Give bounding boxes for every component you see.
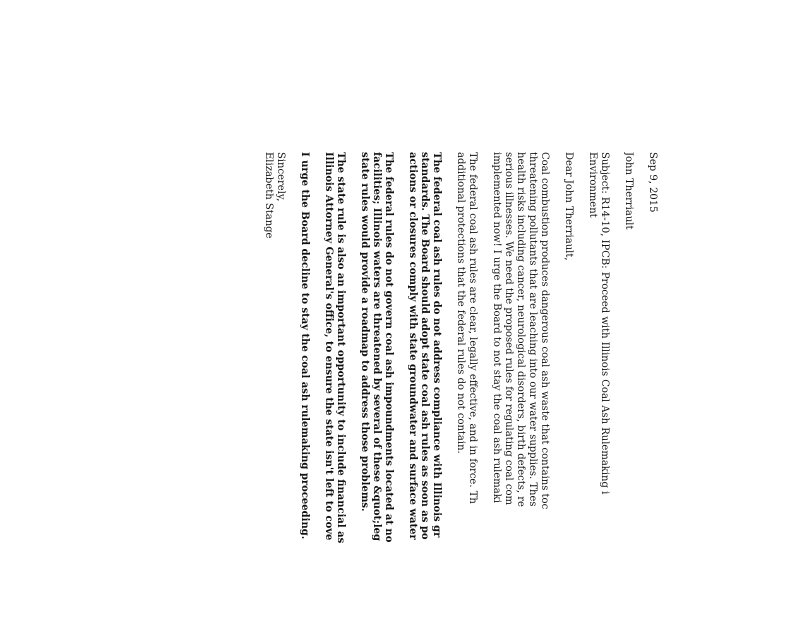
paragraph-line: serious illnesses. We need the proposed rules for regulating coal com [503, 152, 514, 505]
paragraph-line: implemented now! I urge the Board to not stay the coal ash rulemaki [491, 152, 502, 503]
paragraph-line: threatening pollutants that are leaching into our water supplies. Thes [527, 152, 538, 507]
paragraph-5 [322, 152, 346, 618]
paragraph-line: Coal combustion produces dangerous coal ash waste that contains toc [539, 152, 550, 510]
subject-line-continued: Environment [587, 152, 598, 218]
paragraph-line: The federal rules do not govern coal ash impoundments located at no [383, 152, 394, 543]
letter-body [262, 152, 658, 618]
paragraph-6 [298, 152, 310, 618]
paragraph-line: actions or closures comply with state groundwater and surface water [407, 152, 418, 540]
recipient-name: John Therriault [623, 152, 634, 230]
paragraph-3 [406, 152, 442, 618]
paragraph-1 [490, 152, 550, 618]
paragraph-line: Illinois Attorney General's office, to ensure the state isn't left to cove [323, 152, 334, 541]
paragraph-line: additional protections that the federal rules do not contain. [455, 152, 466, 454]
paragraph-line: The state rule is also an important opportunity to include financial as [335, 152, 346, 544]
subject-line: Subject: R14-10, IPCB: Proceed with Illinois Coal Ash Rulemaking i [599, 152, 610, 495]
paragraph-line: state rules would provide a roadmap to address those problems. [359, 152, 370, 512]
salutation: Dear John Therriault, [563, 152, 574, 261]
signature-name: Elizabeth Stange [263, 152, 274, 239]
paragraph-line: The federal coal ash rules are clear, legally effective, and in force. Th [467, 152, 478, 504]
paragraph-line: standards. The Board should adopt state coal ash rules as soon as po [419, 152, 430, 540]
paragraph-line: health risks including cancer, neurological disorders, birth defects, re [515, 152, 526, 507]
letter-date: Sep 9, 2015 [647, 152, 658, 213]
paragraph-4 [358, 152, 394, 618]
closing: Sincerely, [275, 152, 286, 202]
paragraph-2 [454, 152, 478, 618]
paragraph-line: I urge the Board decline to stay the coal ash rulemaking proceeding. [299, 152, 310, 540]
paragraph-line: The federal coal ash rules do not address compliance with Illinois gr [431, 152, 442, 538]
paragraph-line: facilities; Illinois waters are threatened by several of these &quot;leg [371, 152, 382, 541]
